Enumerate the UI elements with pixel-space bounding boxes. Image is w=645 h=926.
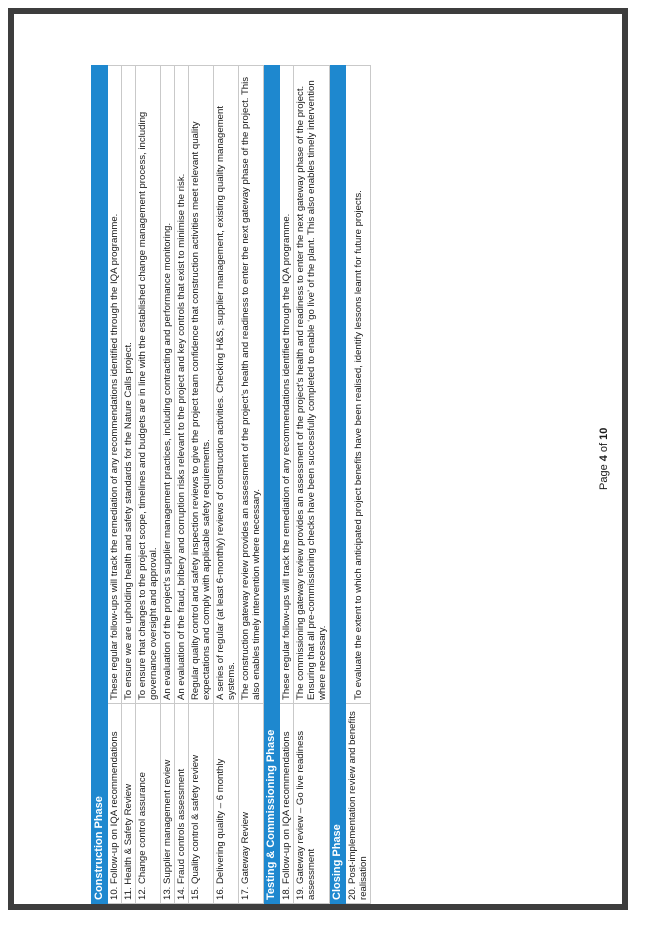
item-cell: 11. Health & Safety Review xyxy=(122,704,136,904)
description-cell: These regular follow-ups will track the remediation of any recommendations identified through the IQA programme. xyxy=(108,66,122,704)
table-row xyxy=(189,66,214,904)
description-cell: An evaluation of the fraud, bribery and corruption risks relevant to the project and key controls that exist to minimise the risk. xyxy=(175,66,189,704)
table-row xyxy=(122,66,136,904)
phase-header-testing xyxy=(264,66,280,904)
phase-header-closing xyxy=(330,66,346,904)
rotated-content xyxy=(91,66,433,904)
phase-title: Closing Phase xyxy=(330,66,346,904)
phase-title: Construction Phase xyxy=(92,66,108,904)
page-number xyxy=(598,428,610,490)
table-row xyxy=(294,66,330,904)
page-total: 10 xyxy=(598,427,610,440)
item-cell: 13. Supplier management review xyxy=(161,704,175,904)
item-cell: 20. Post-implementation review and benefits realisation xyxy=(346,704,371,904)
item-cell: 16. Delivering quality – 6 monthly xyxy=(214,704,239,904)
description-cell: To evaluate the extent to which anticipated project benefits have been realised, identify lessons learnt for future projects. xyxy=(346,66,371,704)
assurance-plan-table xyxy=(91,65,371,904)
table-row xyxy=(136,66,161,904)
item-cell: 15. Quality control & safety review xyxy=(189,704,214,904)
item-cell: 19. Gateway review – Go live readiness assessment xyxy=(294,704,330,904)
table-row xyxy=(239,66,264,904)
description-cell: The commissioning gateway review provides an assessment of the project’s health and readiness to enter the next gateway phase of the project. Ensuring that all pre-commissioning checks have been successfully completed to enable ‘go live’ of the plant. This also enables timely intervention where necessary. xyxy=(294,66,330,704)
description-cell: To ensure we are upholding health and safety standards for the Nature Calls project. xyxy=(122,66,136,704)
description-cell: The construction gateway review provides an assessment of the project’s health and readiness to enter the next gateway phase of the project. This also enables timely intervention where necessary. xyxy=(239,66,264,704)
description-cell: A series of regular (at least 6-monthly) reviews of construction activities. Checking H&S, supplier management, existing quality management systems. xyxy=(214,66,239,704)
table-row xyxy=(214,66,239,904)
table-row xyxy=(161,66,175,904)
item-cell: 10. Follow-up on IQA recommendations xyxy=(108,704,122,904)
item-cell: 18. Follow-up on IQA recommendations xyxy=(280,704,294,904)
page-prefix: Page xyxy=(598,461,610,490)
page-current: 4 xyxy=(598,455,610,462)
description-cell: These regular follow-ups will track the remediation of any recommendations identified through the IQA programme. xyxy=(280,66,294,704)
item-cell: 12. Change control assurance xyxy=(136,704,161,904)
description-cell: Regular quality control and safety inspection reviews to give the project team confidence that construction activities meet relevant quality expectations and comply with applicable safety requirements. xyxy=(189,66,214,704)
description-cell: To ensure that changes to the project scope, timelines and budgets are in line with the established change management process, including governance oversight and approval. xyxy=(136,66,161,704)
table-row xyxy=(175,66,189,904)
table-row xyxy=(346,66,371,904)
page-of: of xyxy=(598,439,610,456)
description-cell: An evaluation of the project’s supplier management practices, including contracting and performance monitoring. xyxy=(161,66,175,704)
item-cell: 14. Fraud controls assessment xyxy=(175,704,189,904)
table-row xyxy=(108,66,122,904)
phase-header-construction xyxy=(92,66,108,904)
phase-title: Testing & Commissioning Phase xyxy=(264,66,280,904)
table-row xyxy=(280,66,294,904)
item-cell: 17. Gateway Review xyxy=(239,704,264,904)
